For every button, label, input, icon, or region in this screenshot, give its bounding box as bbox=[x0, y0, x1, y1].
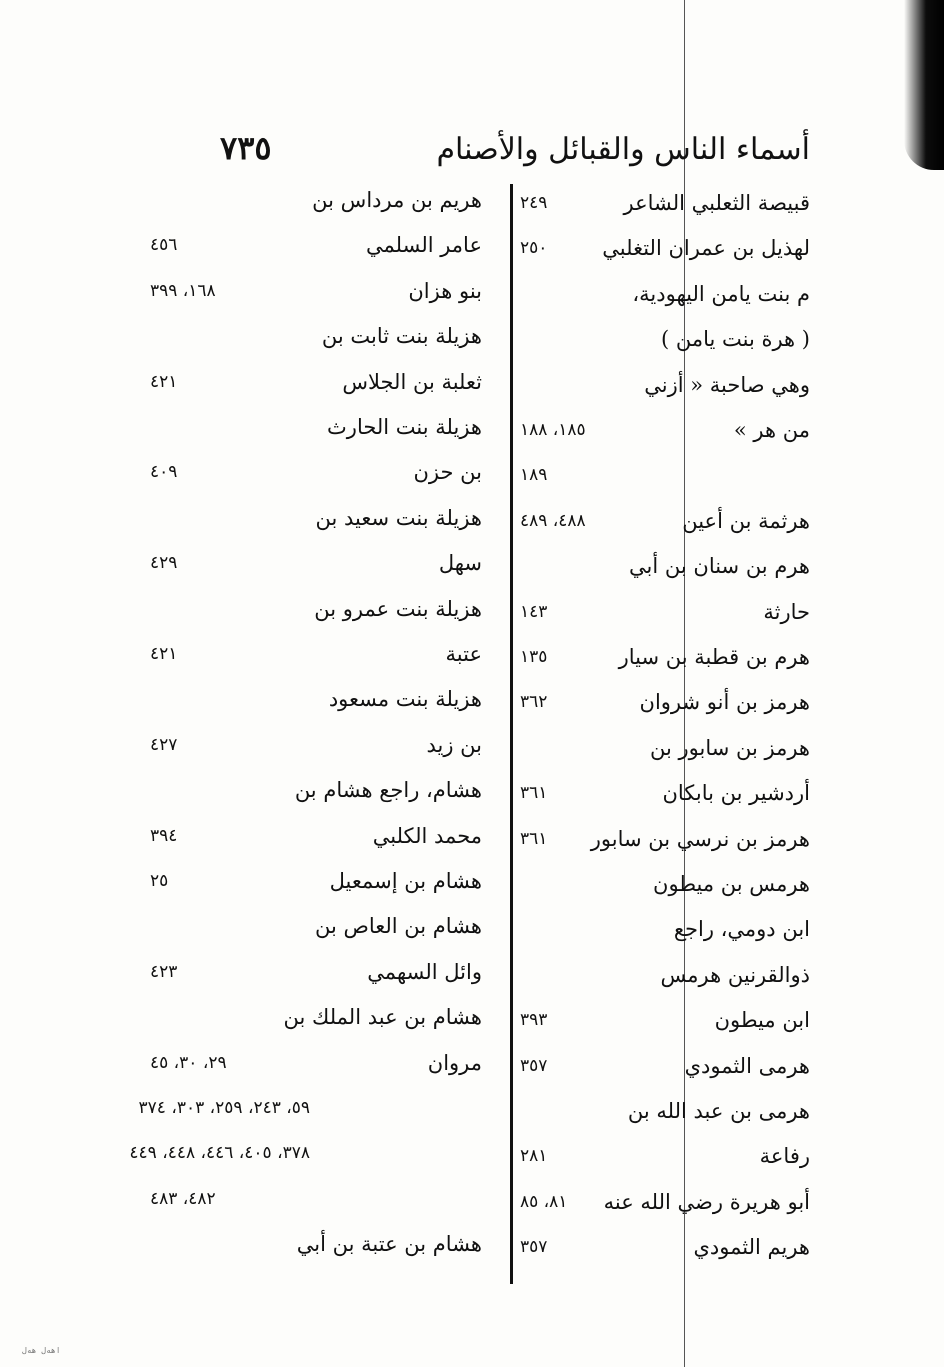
index-entry-name: لهذيل بن عمران التغلبي bbox=[602, 236, 810, 261]
index-entry-pages bbox=[150, 773, 310, 807]
index-entry-pages: ١٤٣ bbox=[520, 601, 548, 622]
index-entry-pages: ٣٦١ bbox=[520, 828, 548, 849]
index-entry-pages: ٣٧٨، ٤٠٥، ٤٤٦، ٤٤٨، ٤٤٩ bbox=[129, 1143, 310, 1164]
index-entry-pages bbox=[150, 183, 310, 217]
index-entry-name: هشام بن العاص بن bbox=[314, 914, 482, 939]
index-entry-name: هرم بن قطبة بن سيار bbox=[618, 645, 810, 669]
index-entry-pages bbox=[520, 958, 640, 992]
index-entry-pages: ١٣٥ bbox=[520, 647, 548, 667]
index-entry-name: هرمس بن ميطون bbox=[653, 872, 810, 896]
index-entry-name: هزيلة بنت عمرو بن bbox=[314, 596, 482, 621]
index-entry-name: ثعلبة بن الجلاس bbox=[342, 369, 482, 394]
index-entry-pages: ٤٢٩ bbox=[150, 553, 178, 574]
index-entry-name: وائل السهمي bbox=[367, 959, 482, 984]
index-entry-pages bbox=[520, 912, 640, 946]
index-entry-pages: ١٦٨، ٣٩٩ bbox=[150, 280, 216, 301]
index-entry-pages bbox=[150, 592, 310, 626]
index-entry-pages: ٣٥٧ bbox=[520, 1237, 548, 1258]
index-entry-name: ذوالقرنين هرمس bbox=[660, 962, 810, 987]
index-entry-pages bbox=[520, 549, 640, 583]
index-entry-name: أردشير بن بابكان bbox=[662, 781, 810, 806]
index-entry-pages bbox=[520, 731, 640, 765]
index-entry-name: ابن دومي، راجع bbox=[673, 917, 810, 942]
index-entry-pages: ٤٨٨، ٤٨٩ bbox=[520, 510, 586, 531]
index-entry-pages: ٤٢٣ bbox=[150, 961, 178, 982]
index-entry-pages: ٤٥٦ bbox=[150, 235, 178, 256]
index-entry-pages bbox=[520, 368, 640, 402]
index-entry-pages: ٣٩٣ bbox=[520, 1010, 548, 1031]
index-entry-name: هرمى الثمودي bbox=[684, 1053, 810, 1078]
index-entry-name: عامر السلمي bbox=[365, 233, 482, 258]
index-entry-pages: ٤٢١ bbox=[150, 644, 178, 664]
index-entry-name: هزيلة بنت سعيد بن bbox=[315, 505, 482, 530]
index-entry-pages bbox=[520, 322, 640, 356]
index-entry-pages: ٣٦١ bbox=[520, 783, 548, 804]
index-entry-pages bbox=[150, 1000, 310, 1034]
scan-corner-shadow bbox=[904, 0, 944, 170]
index-entry-pages: ٢٨١ bbox=[520, 1146, 548, 1167]
index-entry-name: هشام بن عبد الملك بن bbox=[283, 1005, 482, 1030]
index-entry-name: محمد الكلبي bbox=[372, 823, 482, 848]
index-entry-name: هرم بن سنان بن أبي bbox=[629, 554, 810, 579]
index-entry-name: هشام، راجع هشام بن bbox=[294, 778, 482, 803]
index-entry-pages: ١٨٥، ١٨٨ bbox=[520, 420, 586, 440]
index-entry-name: مروان bbox=[427, 1050, 482, 1075]
index-entry-pages bbox=[520, 867, 640, 901]
index-entry-pages bbox=[150, 682, 310, 716]
index-entry-name: ( هرة بنت يامن ) bbox=[660, 327, 810, 352]
index-entry-name: حارثة bbox=[763, 599, 810, 624]
index-entry-name: هرثمة بن أعين bbox=[682, 508, 810, 533]
index-entry-pages: ٢٩، ٣٠، ٤٥ bbox=[150, 1052, 227, 1073]
index-entry-name: رفاعة bbox=[759, 1144, 810, 1169]
index-entry-pages bbox=[520, 277, 640, 311]
index-entry-name: بنو هزان bbox=[408, 278, 482, 303]
index-entry-name: م بنت يامن اليهودية، bbox=[632, 281, 810, 306]
index-entry-name: وهي صاحبة « أزني bbox=[644, 372, 810, 397]
index-entry-pages: ٢٥٠ bbox=[520, 238, 548, 259]
index-entry-pages: ٣٥٧ bbox=[520, 1055, 548, 1076]
footer-scan-mark: ﺍﻫﻪﻝ ﻫﻪﻝ bbox=[22, 1346, 61, 1355]
page-number: ٧٣٥ bbox=[220, 129, 272, 167]
index-entry-name: هشام بن إسمعيل bbox=[329, 869, 482, 893]
index-entry-name: هرمز بن سابور بن bbox=[649, 735, 810, 760]
index-entry-name: هشام بن عتبة بن أبي bbox=[296, 1232, 482, 1257]
index-entry-pages: ١٨٩ bbox=[520, 465, 548, 486]
index-entry-pages bbox=[520, 1094, 640, 1128]
index-entry-name: هرمز بن نرسي بن سابور bbox=[590, 826, 810, 851]
index-entry-pages: ٤٢١ bbox=[150, 371, 178, 392]
index-entry-pages: ٨١، ٨٥ bbox=[520, 1191, 568, 1212]
index-entry-pages: ٣٩٤ bbox=[150, 825, 178, 846]
index-entry-name: هزيلة بنت مسعود bbox=[328, 687, 482, 712]
running-header-title: أسماء الناس والقبائل والأصنام bbox=[436, 132, 810, 167]
index-entry-name: بن زيد bbox=[426, 732, 482, 757]
index-entry-name: ابن ميطون bbox=[714, 1008, 810, 1033]
index-entry-name: عتبة bbox=[445, 642, 482, 666]
index-entry-name: هزيلة بنت الحارث bbox=[327, 415, 482, 439]
index-entry-pages bbox=[150, 501, 310, 535]
index-entry-name: قبيصة الثعلبي الشاعر bbox=[623, 191, 810, 215]
index-entry-pages bbox=[150, 1227, 310, 1261]
index-entry-name: سهل bbox=[438, 551, 482, 576]
index-entry-name: هزيلة بنت ثابت بن bbox=[321, 324, 482, 349]
index-entry-pages bbox=[150, 909, 310, 943]
index-entry-pages bbox=[150, 319, 310, 353]
index-entry-pages: ٣٦٢ bbox=[520, 692, 548, 713]
index-entry-pages: ٢٤٩ bbox=[520, 193, 548, 213]
index-entry-pages: ٢٥ bbox=[150, 871, 169, 891]
index-entry-name: هرمى بن عبد الله بن bbox=[627, 1099, 810, 1123]
index-entry-pages: ٤٢٧ bbox=[150, 734, 178, 755]
index-entry-pages: ٥٩، ٢٤٣، ٢٥٩، ٣٠٣، ٣٧٤ bbox=[138, 1098, 310, 1118]
column-divider bbox=[510, 184, 513, 1284]
index-entry-name: من هر » bbox=[733, 418, 810, 442]
index-entry-name: بن حزن bbox=[413, 460, 482, 485]
index-entry-pages: ٤٨٢، ٤٨٣ bbox=[150, 1188, 216, 1209]
index-entry-pages bbox=[150, 410, 310, 444]
index-entry-pages: ٤٠٩ bbox=[150, 462, 178, 483]
index-entry-name: هريم الثمودي bbox=[693, 1235, 810, 1260]
index-entry-name: هرمز بن أنو شروان bbox=[639, 690, 810, 715]
index-entry-name: هريم بن مرداس بن bbox=[312, 188, 482, 212]
index-entry-name: أبو هريرة رضي الله عنه bbox=[603, 1189, 810, 1214]
